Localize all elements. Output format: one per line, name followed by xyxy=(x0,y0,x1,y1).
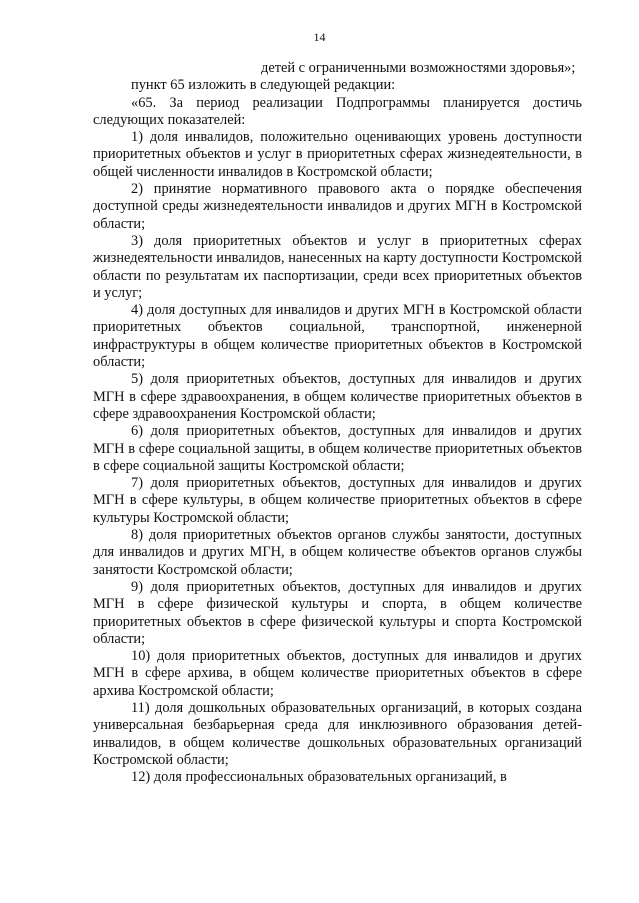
paragraph-indicator-7: 7) доля приоритетных объектов, доступных для инвалидов и других МГН в сфере культуры, в общем количестве приоритетных объектов в сфере культуры Костромской области; xyxy=(93,475,582,526)
paragraph-indicator-8: 8) доля приоритетных объектов органов службы занятости, доступных для инвалидов и других МГН, в общем количестве объектов органов службы занятости Костромской области; xyxy=(93,527,582,578)
paragraph-amendment-intro: пункт 65 изложить в следующей редакции: xyxy=(131,77,396,94)
page-number: 14 xyxy=(313,30,326,44)
paragraph-indicator-5: 5) доля приоритетных объектов, доступных для инвалидов и других МГН в сфере здравоохранения, в общем количестве приоритетных объектов в сфере здравоохранения Костромской области; xyxy=(93,371,582,422)
paragraph-indicator-4: 4) доля доступных для инвалидов и других МГН в Костромской области приоритетных объектов социальной, транспортной, инженерной инфраструктуры в общем количестве приоритетных объектов в Костромской области; xyxy=(93,302,582,371)
paragraph-indicator-2: 2) принятие нормативного правового акта о порядке обеспечения доступной среды жизнедеятельности инвалидов и других МГН в Костромской области; xyxy=(93,181,582,232)
paragraph-indicator-11: 11) доля дошкольных образовательных организаций, в которых создана универсальная безбарьерная среда для инклюзивного образования детей-инвалидов, в общем количестве дошкольных образовательных организаций Костромской области; xyxy=(93,699,582,768)
paragraph-indicator-12: 12) доля профессиональных образовательных организаций, в xyxy=(131,769,507,786)
paragraph-indicator-3: 3) доля приоритетных объектов и услуг в приоритетных сферах жизнедеятельности инвалидов, нанесенных на карту доступности Костромской области по результатам их паспортизации, среди всех приоритетных объектов и услуг; xyxy=(93,232,582,301)
document-body xyxy=(93,60,582,786)
paragraph-indicator-10: 10) доля приоритетных объектов, доступных для инвалидов и других МГН в сфере архива, в общем количестве приоритетных объектов в сфере архива Костромской области; xyxy=(93,648,582,699)
paragraph-indicator-1: 1) доля инвалидов, положительно оценивающих уровень доступности приоритетных объектов и услуг в приоритетных сферах жизнедеятельности, в общей численности инвалидов в Костромской области; xyxy=(93,129,582,180)
paragraph-fragment-top: детей с ограниченными возможностями здоровья»; xyxy=(261,60,576,76)
paragraph-indicator-9: 9) доля приоритетных объектов, доступных для инвалидов и других МГН в сфере физической культуры и спорта, в общем количестве приоритетных объектов в сфере физической культуры и спорта Костромской области; xyxy=(93,578,582,647)
paragraph-indicator-6: 6) доля приоритетных объектов, доступных для инвалидов и других МГН в сфере социальной защиты, в общем количестве приоритетных объектов в сфере социальной защиты Костромской области; xyxy=(93,423,582,474)
paragraph-item-65: «65. За период реализации Подпрограммы планируется достичь следующих показателей: xyxy=(93,94,582,128)
